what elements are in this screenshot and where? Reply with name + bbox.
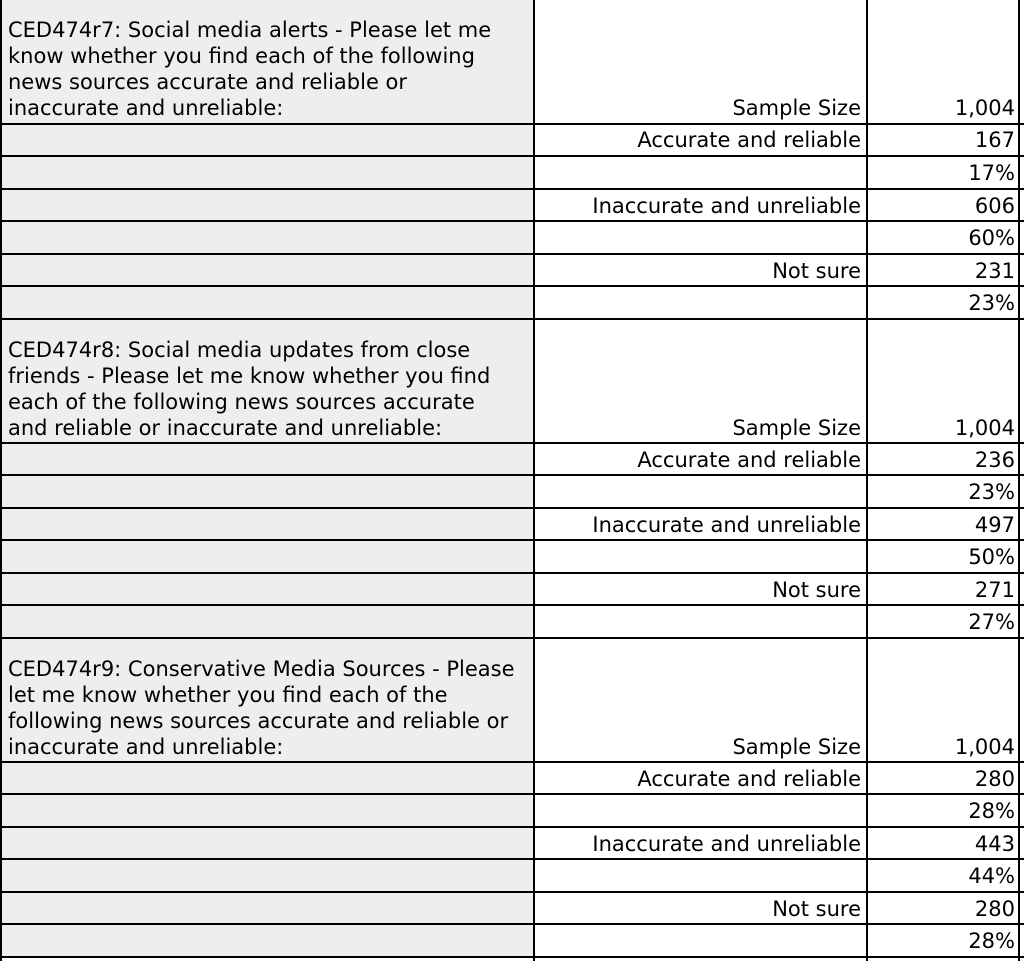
grid-line-horizontal [0,956,1024,958]
grid-line-vertical [866,0,868,961]
question-cell-blank [2,125,533,155]
response-count: 443 [974,832,1015,856]
question-cell-blank [2,190,533,220]
question-cell-blank [2,574,533,604]
question-text: CED474r7: Social media alerts - Please let me know whether you find each of the following news sources accurate and reliable or inaccurate and unreliable: [8,18,492,120]
grid-line-horizontal [0,891,1024,893]
response-label: Accurate and reliable [637,448,861,472]
question-cell-blank [2,255,533,285]
response-percent: 17% [968,161,1015,185]
grid-line-vertical [533,0,535,961]
grid-line-horizontal [0,858,1024,860]
response-count: 606 [974,194,1015,218]
question-cell-blank [2,795,533,826]
grid-line-horizontal [0,539,1024,541]
grid-line-horizontal [0,637,1024,639]
grid-line-horizontal [0,123,1024,125]
question-cell-blank [2,925,533,956]
grid-line-horizontal [0,761,1024,763]
grid-line-horizontal [0,253,1024,255]
response-label: Not sure [772,259,861,283]
question-text: CED474r9: Conservative Media Sources - Please let me know whether you find each of the following news sources accurate and reliable or inaccurate and unreliable: [8,657,515,759]
question-cell-blank [2,509,533,539]
response-count: 236 [974,448,1015,472]
response-percent: 60% [968,226,1015,250]
question-cell-blank [2,222,533,253]
grid-line-horizontal [0,442,1024,444]
question-cell-blank [2,893,533,923]
sample-size-label: Sample Size [732,416,861,440]
response-percent: 23% [968,480,1015,504]
grid-line-horizontal [0,474,1024,476]
response-label: Accurate and reliable [637,767,861,791]
grid-line-horizontal [0,923,1024,925]
grid-line-horizontal [0,572,1024,574]
grid-line-horizontal [0,507,1024,509]
sample-size-label: Sample Size [732,96,861,120]
response-count: 280 [974,767,1015,791]
grid-line-horizontal [0,604,1024,606]
response-count: 497 [974,513,1015,537]
question-cell-blank [2,476,533,507]
question-cell-blank [2,444,533,474]
grid-line-horizontal [0,826,1024,828]
grid-line-horizontal [0,318,1024,320]
response-percent: 50% [968,545,1015,569]
grid-line-vertical [0,0,2,961]
response-label: Accurate and reliable [637,128,861,152]
response-percent: 23% [968,291,1015,315]
response-label: Inaccurate and unreliable [592,194,861,218]
question-text: CED474r8: Social media updates from close friends - Please let me know whether you find each of the following news sources accurate and reliable or inaccurate and unreliable: [8,338,491,440]
response-label: Not sure [772,897,861,921]
response-label: Inaccurate and unreliable [592,513,861,537]
question-cell-blank [2,763,533,793]
response-percent: 44% [968,864,1015,888]
question-cell-blank [2,541,533,572]
question-cell-blank [2,828,533,858]
response-label: Inaccurate and unreliable [592,832,861,856]
question-cell-blank [2,606,533,637]
grid-line-horizontal [0,155,1024,157]
grid-line-vertical [1018,0,1020,961]
response-percent: 28% [968,799,1015,823]
question-cell-blank [2,860,533,891]
response-count: 167 [974,128,1015,152]
grid-line-horizontal [0,793,1024,795]
response-percent: 28% [968,929,1015,953]
response-count: 231 [974,259,1015,283]
sample-size-label: Sample Size [732,735,861,759]
grid-line-horizontal [0,220,1024,222]
sample-size-value: 1,004 [954,96,1015,120]
grid-line-horizontal [0,188,1024,190]
response-count: 280 [974,897,1015,921]
response-label: Not sure [772,578,861,602]
response-count: 271 [974,578,1015,602]
response-percent: 27% [968,610,1015,634]
sample-size-value: 1,004 [954,416,1015,440]
grid-line-horizontal [0,285,1024,287]
question-cell-blank [2,157,533,188]
question-cell-blank [2,287,533,318]
sample-size-value: 1,004 [954,735,1015,759]
